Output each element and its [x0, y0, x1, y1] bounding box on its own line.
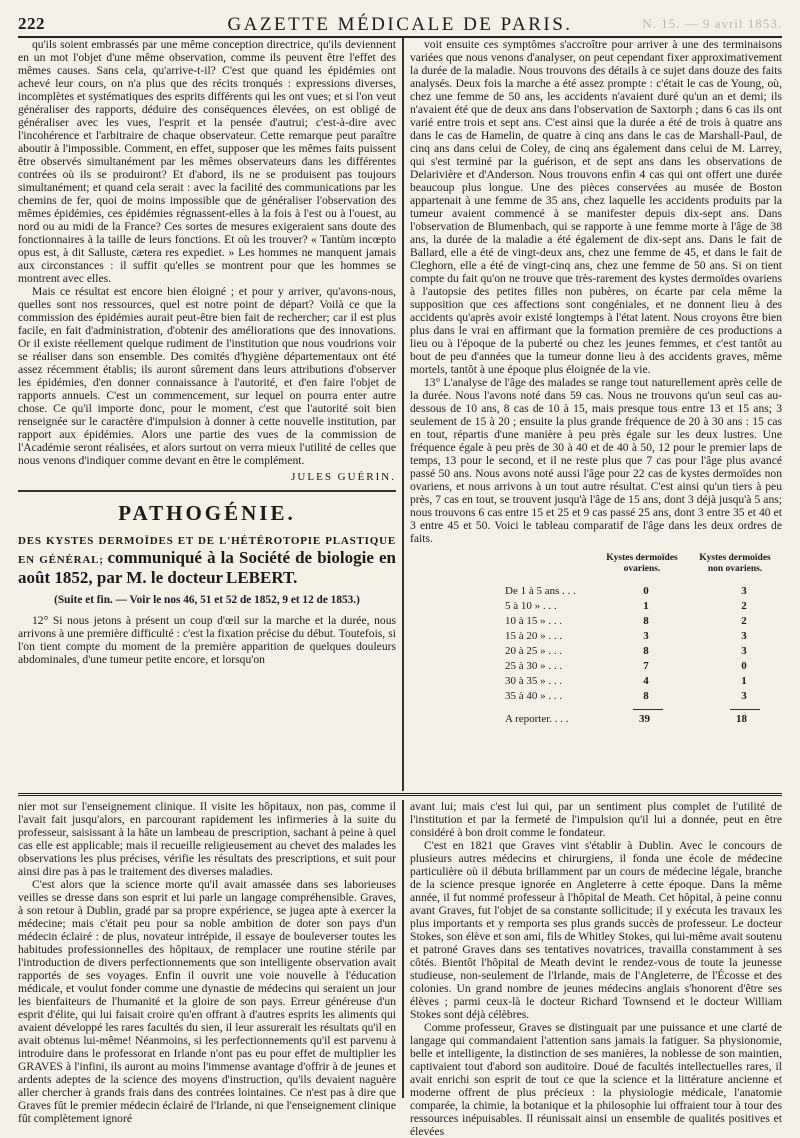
table-row	[505, 675, 775, 689]
ovarian-count: 1	[643, 600, 649, 612]
total-label: A reporter. . . .	[505, 713, 569, 725]
non-ovarian-count: 3	[741, 690, 747, 702]
feuilleton-section	[18, 800, 782, 1138]
non-ovarian-count: 2	[741, 615, 747, 627]
table-row	[505, 660, 775, 674]
article-title	[18, 534, 396, 588]
feuilleton-right-column	[410, 800, 782, 1138]
row-label: 5 à 10 » . . .	[505, 600, 557, 612]
article-author: LEBERT.	[226, 568, 298, 587]
row-label: 20 à 25 » . . .	[505, 645, 563, 657]
row-label: 35 à 40 » . . .	[505, 690, 563, 702]
feuilleton-paragraph: avant lui; mais c'est lui qui, par un sentiment plus complet de l'utilité de l'institution et par la fermeté de l'impulsion qu'il lui a donnée, peut en être considéré à bon droit comme le fondateur.	[410, 800, 782, 839]
article-title-small: DES KYSTES DERMOÏDES ET DE L'HÉTÉROTOPIE PLASTIQUE EN GÉNÉRAL;	[18, 535, 396, 566]
continuation-note: (Suite et fin. — Voir le nos 46, 51 et 52 de 1852, 9 et 12 de 1853.)	[54, 594, 360, 606]
age-table	[410, 547, 782, 747]
total-rule-non-ovarian	[730, 709, 760, 710]
table-header-non-ovarian: Kystes dermoïdes non ovariens.	[699, 553, 771, 574]
total-ovarian: 39	[639, 713, 650, 725]
non-ovarian-count: 0	[741, 660, 747, 672]
right-column	[410, 38, 782, 791]
article-paragraph: 12° Si nous jetons à présent un coup d'œil sur la marche et la durée, nous arrivons à une première difficulté : c'est la fixation précise du début. Toutefois, si l'on tient compte du moment de la première apparition de quelques douleurs abdominales, d'une tumeur petite encore, et lorsqu'on	[18, 614, 396, 666]
article-paragraph: voit ensuite ces symptômes s'accroître pour arriver à une des terminaisons variées que nous venons d'analyser, on peut cependant fixer approximativement la durée de la maladie. Nous trouvons des détails à ce sujet dans douze des faits analysés. Deux fois la marche a été assez prompte : c'était le cas de Young, où, chez une femme de 50 ans, les accidents n'avaient duré qu'un an et demi; ils n'avaient été que de deux ans dans l'observation de Saxtorph ; dans 6 cas ils ont varié entre trois et sept ans. C'est ainsi que la durée a été de trois à quatre ans dans le cas de Hamelin, de quatre à cinq ans dans le cas de Marshall-Paul, de cinq ans dans celui de Coley, de cinq ans également dans celui de M. Larrey, qui s'est terminé par la guérison, et de sept ans dans les observations de Delarivière et d'Anderson. Nous trouvons enfin 4 cas qui ont offert une durée beaucoup plus longue. Une des pièces conservées au musée de Boston appartenait à une femme de 35 ans, chez laquelle les accidents produits par la tumeur avaient commencé à se manifester depuis dix-sept ans. Dans l'observation de Blumenbach, qui se rapporte à une femme morte à l'âge de 38 ans, la durée de la maladie a été également de dix-sept ans. Dans le fait de Ballard, elle a été de vingt-deux ans, chez une femme de 45, et dans le fait de Cleghorn, elle a été de vingt-cinq ans, chez une femme de 50 ans. Si on tient compte du fait qu'on ne trouve que très-rarement des kystes dermoïdes ovariens à l'autopsie des petites filles non pubères, on écarte par cela même la supposition que ces affections sont congéniales, et ne donnent lieu à des accidents qu'après avoir existé longtemps à l'état latent. Nous croyons être bien plus dans le vrai en affirmant que la formation première de ces productions a lieu ou à l'époque de la puberté ou chez les jeunes femmes, et c'est tantôt au bout de peu d'années que la tumeur donne lieu à des accidents graves, même mortels, tantôt à une époque plus éloignée de la vie.	[410, 38, 782, 376]
signature: JULES GUÉRIN.	[291, 471, 396, 483]
page-header	[18, 6, 782, 38]
non-ovarian-count: 3	[741, 585, 747, 597]
article-paragraph: Mais ce résultat est encore bien éloigné ; et pour y arriver, qu'avons-nous, quelles sont nos ressources, quel est notre point de départ? Voilà ce que la commission des épidémies aurait peut-être bien fait de rechercher; car il est plus facile, en fait d'administration, d'obtenir des améliorations que des innovations. Or il existe réellement quelque rudiment de l'institution que nous voudrions voir se réaliser dans son ensemble. Des comités d'hygiène départementaux ont été assez récemment établis; ils auront sûrement dans leurs attributions d'observer les épidémies, d'en donner connaissance à l'autorité, et d'en faire l'objet de rapports annuels. C'est un commencement, sur lequel on pourra enter autre chose. Ce qu'il importe donc, pour le moment, c'est que l'autorité soit bien renseignée sur le caractère d'impulsion à donner à cette nouvelle institution, par rapport aux épidémies. Alors une partie des vues de la commission de l'Académie seront réalisées, et alors surtout on verra mieux l'utilité de celles que nous venons d'indiquer comme devant en être le complément.	[18, 285, 396, 467]
section-divider	[18, 490, 396, 492]
row-label: 30 à 35 » . . .	[505, 675, 563, 687]
feuilleton-left-column	[18, 800, 396, 1125]
non-ovarian-count: 3	[741, 630, 747, 642]
ovarian-count: 4	[643, 675, 649, 687]
table-row	[505, 615, 775, 629]
total-non-ovarian: 18	[736, 713, 747, 725]
column-rule	[402, 800, 404, 1098]
ovarian-count: 3	[643, 630, 649, 642]
table-header-ovarian: Kystes dermoïdes ovariens.	[606, 553, 678, 574]
row-label: De 1 à 5 ans . . .	[505, 585, 576, 597]
ovarian-count: 0	[643, 585, 649, 597]
row-label: 10 à 15 » . . .	[505, 615, 563, 627]
feuilleton-divider	[18, 793, 782, 800]
feuilleton-paragraph: nier mot sur l'enseignement clinique. Il visite les hôpitaux, non pas, comme il l'avait fait jusqu'alors, en parcourant rapidement les infirmeries à la suite du professeur, saisissant à la hâte un lambeau de prescription, sachant à peine à quel cas elle est applicable; mais il recueille religieusement au chevet des malades les observations les plus précises, vérifie les résultats des prescriptions, et suit pour ainsi dire pas à pas le traitement des diverses maladies.	[18, 800, 396, 878]
ovarian-count: 8	[643, 645, 649, 657]
left-column	[18, 38, 396, 791]
feuilleton-paragraph: C'est alors que la science morte qu'il avait amassée dans ses laborieuses veilles se dresse dans son esprit et lui parle un langage compréhensible. Graves, à son retour à Dublin, gradé par sa propre expérience, se jugea apte à exercer la médecine; mais c'était peu pour sa noble ambition de doter son pays d'un médecin éclairé : de plus, novateur intrépide, il essaye de bouleverser toutes les habitudes professionnelles des hôpitaux, de remplacer une routine stérile par l'introduction de divers perfectionnements que son intelligente observation avait rapportés de ses voyages. Enfin il ouvrit une voie nouvelle à l'éducation médicale, et voulut fonder comme une dynastie de médecins qui seraient un jour les bienfaiteurs de l'humanité et la gloire de son pays. Erreur généreuse d'un esprit d'élite, qui lui faisait croire qu'en offrant à d'autres esprits les aliments qui avaient développé les rares facultés du sien, il leur assurerait les résultats qu'il en avait obtenus lui-même! Néanmoins, si les perfectionnements qu'il est parvenu à introduire dans le professorat en Irlande n'ont pas eu pour effet de multiplier les GRAVES à l'infini, ils auront au moins l'immense avantage d'offrir à de jeunes et ardents adeptes de la science des moyens d'instruction, qu'ils devaient naguère aller chercher à grands frais dans des contrées lointaines. Ce n'est pas à dire que Graves fût le premier médecin éclairé de l'Irlande, ni que l'enseignement clinique fût complètement ignoré	[18, 878, 396, 1125]
non-ovarian-count: 1	[741, 675, 747, 687]
article-paragraph: 13° L'analyse de l'âge des malades se range tout naturellement après celle de la durée. Nous l'avons noté dans 59 cas. Nous ne trouvons qu'un seul cas au-dessous de 10 ans, 8 cas de 10 à 15, mais presque tous entre 13 et 15 ans; 3 seulement de 15 à 20 ; ensuite la plus grande fréquence de 20 à 30 ans : 15 cas en tout, répartis d'une manière à peu près égale sur les deux lustres. Une fréquence égale à peu près de 30 à 40 et de 40 à 50, 12 pour le premier laps de temps, 13 pour le second, et il ne reste plus que 7 cas pour l'âge plus avancé passé 50 ans. Nous avons noté aussi l'âge pour 22 cas de kystes dermoïdes non ovariens, et nous arrivons à un tout autre résultat. C'est ainsi qu'un tiers à peu près, 7 cas en tout, se trouvent jusqu'à l'âge de 15 ans, dont 3 déjà jusqu'à 5 ans; nous trouvons 6 cas entre 15 et 25 et 9 cas passé 25 ans, dont 3 entre 35 et 40 et 3 entre 45 et 50. Voici le tableau comparatif de l'âge dans les deux ordres de faits.	[410, 376, 782, 545]
non-ovarian-count: 2	[741, 600, 747, 612]
ovarian-count: 8	[643, 615, 649, 627]
page-number: 222	[18, 14, 45, 33]
article-title-big: communiqué à la Société de biologie en août 1852, par M. le docteur	[18, 548, 396, 587]
table-row	[505, 645, 775, 659]
table-row	[505, 630, 775, 644]
ovarian-count: 8	[643, 690, 649, 702]
issue-date-faint: N. 15. — 9 avril 1853.	[642, 16, 782, 31]
ovarian-count: 7	[643, 660, 649, 672]
total-rule-ovarian	[633, 709, 663, 710]
upper-section	[18, 38, 782, 791]
row-label: 15 à 20 » . . .	[505, 630, 563, 642]
row-label: 25 à 30 » . . .	[505, 660, 563, 672]
table-row	[505, 600, 775, 614]
journal-title: GAZETTE MÉDICALE DE PARIS.	[227, 14, 573, 35]
column-rule	[402, 38, 404, 791]
table-row	[505, 690, 775, 704]
feuilleton-paragraph: C'est en 1821 que Graves vint s'établir à Dublin. Avec le concours de plusieurs autres médecins et chirurgiens, il fonda une école de médecine particulière où il débuta brillamment par un cours de médecine légale, branche de la science presque ignorée en Angleterre à cette époque. Dans la même année, il fut nommé professeur à l'hôpital de Meath. Cet hôpital, à peine connu avant Graves, fut l'objet de sa constante sollicitude; il y exécuta les travaux les plus importants et y remporta ses plus grands succès de professeur. Le docteur Stokes, son élève et son ami, fils de Whitley Stokes, qui lui-même avait soutenu et patroné Graves dans ses tentatives novatrices, travailla constamment à ses côtés. Bientôt l'hôpital de Meath devint le rendez-vous de toute la jeunesse studieuse, non-seulement de l'Irlande, mais de l'Angleterre, de l'Écosse et des colonies. Un grand nombre de jeunes médecins anglais s'honorent d'être ses élèves ; parmi ceux-là le docteur Richard Townsend et le docteur William Stokes sont déjà célèbres.	[410, 839, 782, 1021]
feuilleton-paragraph: Comme professeur, Graves se distinguait par une puissance et une clarté de langage qui commandaient l'attention sans jamais la fatiguer. Sa physionomie, belle et intelligente, la distinction de ses manières, la noblesse de son maintien, captivaient tout d'abord son auditoire. Doué de facultés intellectuelles rares, il avait enrichi son esprit de tout ce que la science et la littérature ancienne et moderne offrent de plus précieux : la physiologie médicale, l'anatomie comparée, la chimie, la botanique et la philosophie lui offraient tour à tour des ressources inépuisables. Il réunissait ainsi un ensemble de qualités positives et élevées	[410, 1021, 782, 1138]
article-paragraph: qu'ils soient embrassés par une même conception directrice, qu'ils deviennent en un mot l'objet d'une même observation, comme ils peuvent être l'effet des mêmes causes. Sans cela, qu'arrive-t-il? C'est que quand les épidémies ont achevé leur cours, on n'a plus que des récits tronqués : expressions diverses, incomplètes et systématiques des esprits différents qui les ont vues; et si l'on veut généraliser des rapports, déduire des conséquences élevées, on est obligé de généraliser avec les vues, l'esprit et la pensée d'autrui; c'est-à-dire avec l'incohérence et l'arbitraire de chaque observateur. Cette remarque peut paraître aboutir à l'impossible. Comment, en effet, supposer que les mêmes faits puissent être observés simultanément par les mêmes observateurs dans les différentes contrées où ils se produiront? Et d'abord, ils ne se produisent pas toujours simultanément; et quand cela serait : avec la facilité des communications par les chemins de fer, quoi de moins impossible que de généraliser l'observation des mêmes épidémies, ces épidémies régnassent-elles à la fois à l'est ou à l'ouest, au nord ou au midi de la France? Ces sortes de mesures exigeraient sans doute des fonctionnaires à la taille de leurs fonctions. Et où les trouver? « Tantùm incœpto opus est, à dit Salluste, cætera res expediet. » Les hommes ne manquent jamais aux circonstances : il suffit qu'elles se montrent pour que les hommes se montrent avec elles.	[18, 38, 396, 285]
non-ovarian-count: 3	[741, 645, 747, 657]
section-title: PATHOGÉNIE.	[118, 501, 296, 525]
table-row	[505, 585, 775, 599]
